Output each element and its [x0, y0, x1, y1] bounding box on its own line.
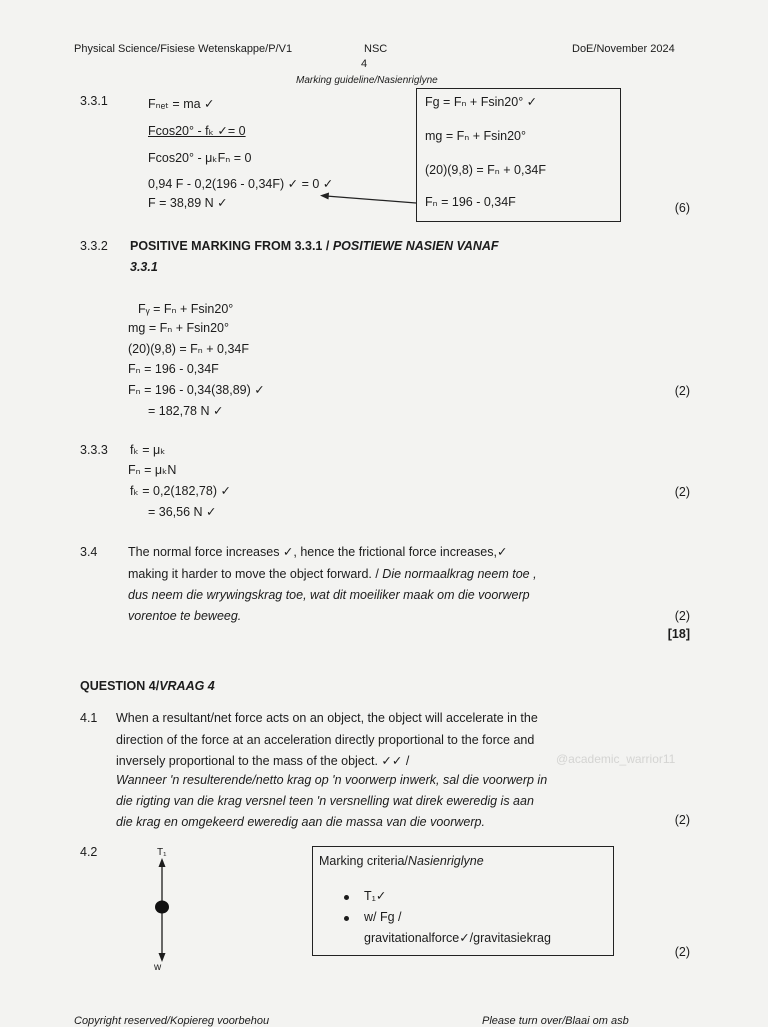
answer-line: Wanneer 'n resulterende/netto krag op 'n voorwerp inwerk, sal die voorwerp in [116, 773, 548, 787]
equation-line: fₖ = 0,2(182,78) ✓ [130, 484, 231, 498]
criteria-item: gravitationalforce✓/gravitasiekrag [364, 931, 551, 945]
equation-line: (20)(9,8) = Fₙ + 0,34F [128, 342, 250, 356]
equation-line: Fcos20° - fₖ ✓= 0 [148, 124, 246, 138]
question-total: [18] [667, 627, 690, 641]
equation-line: = 182,78 N ✓ [148, 404, 224, 418]
answer-line: making it harder to move the object forward. / Die normaalkrag neem toe , [128, 567, 537, 581]
equation-line: Fₙ = 196 - 0,34F [128, 362, 219, 376]
header-subtitle: Marking guideline/Nasienriglyne [296, 75, 438, 86]
question-number-3-3-3: 3.3.3 [80, 443, 108, 457]
equation-line: Fcos20° - μₖFₙ = 0 [148, 151, 252, 165]
answer-line: die rigting van die krag versnel teen 'n versnelling wat direk eweredig is aan [116, 794, 534, 808]
marks-3-3-2: (2) [674, 384, 690, 398]
criteria-title: Marking criteria/Nasienriglyne [319, 854, 484, 868]
box-equation-line: mg = Fₙ + Fsin20° [425, 129, 526, 143]
question-number-4-1: 4.1 [80, 711, 98, 725]
box-equation-line: (20)(9,8) = Fₙ + 0,34F [425, 163, 547, 177]
footer-left: Copyright reserved/Kopiereg voorbehou [74, 1015, 270, 1027]
equation-line: = 36,56 N ✓ [148, 505, 217, 519]
equation-line: mg = Fₙ + Fsin20° [128, 321, 229, 335]
marks-3-4: (2) [674, 609, 690, 623]
question-heading-line2: 3.3.1 [130, 260, 158, 274]
equation-line: Fₙₑₜ = ma ✓ [148, 97, 215, 111]
equation-line: Fᵧ = Fₙ + Fsin20° [138, 302, 234, 316]
watermark: @academic_warrior11 [556, 752, 676, 766]
question-number-3-3-1: 3.3.1 [80, 94, 108, 108]
criteria-item: T₁✓ [364, 889, 387, 903]
header-right: DoE/November 2024 [572, 43, 675, 55]
footer-right: Please turn over/Blaai om asb [482, 1015, 629, 1027]
force-label-weight: w [154, 962, 162, 973]
answer-line: direction of the force at an acceleration directly proportional to the force and [116, 733, 535, 747]
box-equation-line: Fₙ = 196 - 0,34F [425, 195, 516, 209]
question-number-3-3-2: 3.3.2 [80, 239, 108, 253]
answer-line: die krag en omgekeerd eweredig aan die massa van die voorwerp. [116, 815, 485, 829]
bullet-icon [344, 916, 349, 921]
substitution-arrow [0, 0, 768, 240]
criteria-item: w/ Fg / [364, 910, 402, 924]
marks-3-3-1: (6) [674, 201, 690, 215]
header-center: NSC [364, 43, 388, 55]
equation-line: fₖ = μₖ [130, 443, 166, 457]
answer-line: vorentoe te beweeg. [128, 609, 242, 623]
marks-4-2: (2) [674, 945, 690, 959]
answer-line: When a resultant/net force acts on an object, the object will accelerate in the [116, 711, 538, 725]
answer-line: inversely proportional to the mass of the object. ✓✓ / [116, 754, 410, 768]
marks-4-1: (2) [674, 813, 690, 827]
equation-line: Fₙ = μₖN [128, 463, 177, 477]
answer-line: dus neem die wrywingskrag toe, wat dit moeiliker maak om die voorwerp [128, 588, 530, 602]
header-page-number: 4 [361, 58, 368, 70]
question-4-heading: QUESTION 4/VRAAG 4 [80, 679, 215, 693]
box-equation-line: Fg = Fₙ + Fsin20° ✓ [425, 95, 538, 109]
free-body-diagram [140, 856, 180, 968]
force-label-tension: T₁ [157, 847, 167, 858]
question-number-4-2: 4.2 [80, 845, 98, 859]
equation-line: Fₙ = 196 - 0,34(38,89) ✓ [128, 383, 265, 397]
equation-line: 0,94 F - 0,2(196 - 0,34F) ✓ = 0 ✓ [148, 177, 334, 191]
equation-line: F = 38,89 N ✓ [148, 196, 228, 210]
question-heading: POSITIVE MARKING FROM 3.3.1 / POSITIEWE NASIEN VANAF [130, 239, 499, 253]
bullet-icon [344, 895, 349, 900]
question-number-3-4: 3.4 [80, 545, 98, 559]
marks-3-3-3: (2) [674, 485, 690, 499]
answer-line: The normal force increases ✓, hence the frictional force increases,✓ [128, 545, 508, 559]
header-left: Physical Science/Fisiese Wetenskappe/P/V1 [74, 43, 293, 55]
